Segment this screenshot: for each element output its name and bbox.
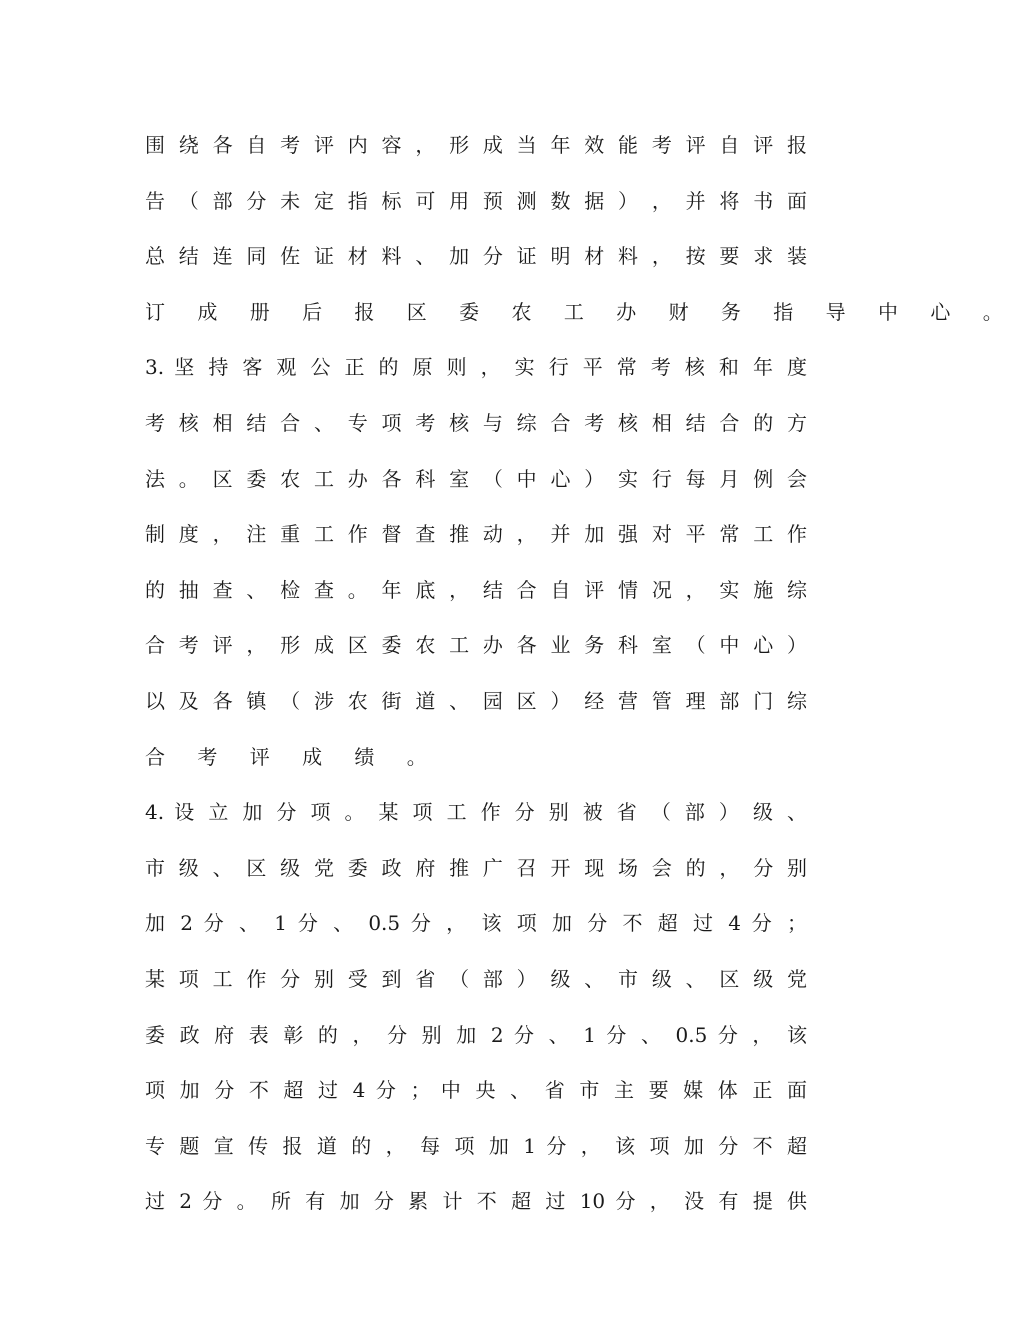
- text-line: 加 2 分 、 1 分 、 0.5 分 ， 该 项 加 分 不 超 过 4 分 ；: [145, 911, 807, 936]
- text-line: 订 成 册 后 报 区 委 农 工 办 财 务 指 导 中 心 。: [145, 299, 1016, 324]
- text-line: 法 。 区 委 农 工 办 各 科 室 （ 中 心 ） 实 行 每 月 例 会: [145, 466, 807, 491]
- text-line: 合 考 评 成 绩 。: [145, 744, 440, 769]
- text-line: 3. 坚 持 客 观 公 正 的 原 则 ， 实 行 平 常 考 核 和 年 度: [145, 355, 807, 380]
- text-line: 合 考 评 ， 形 成 区 委 农 工 办 各 业 务 科 室 （ 中 心 ）: [145, 633, 807, 658]
- text-line: 过 2 分 。 所 有 加 分 累 计 不 超 过 10 分 ， 没 有 提 供: [145, 1189, 807, 1214]
- text-line: 4. 设 立 加 分 项 。 某 项 工 作 分 别 被 省 （ 部 ） 级 、: [145, 800, 807, 825]
- text-line: 项 加 分 不 超 过 4 分 ； 中 央 、 省 市 主 要 媒 体 正 面: [145, 1078, 807, 1103]
- text-line: 市 级 、 区 级 党 委 政 府 推 广 召 开 现 场 会 的 ， 分 别: [145, 855, 807, 880]
- text-line: 告 （ 部 分 未 定 指 标 可 用 预 测 数 据 ） ， 并 将 书 面: [145, 188, 807, 213]
- text-line: 委 政 府 表 彰 的 ， 分 别 加 2 分 、 1 分 、 0.5 分 ， 该: [145, 1022, 807, 1047]
- text-line: 某 项 工 作 分 别 受 到 省 （ 部 ） 级 、 市 级 、 区 级 党: [145, 966, 807, 991]
- text-line: 的 抽 查 、 检 查 。 年 底 ， 结 合 自 评 情 况 ， 实 施 综: [145, 577, 807, 602]
- text-line: 专 题 宣 传 报 道 的 ， 每 项 加 1 分 ， 该 项 加 分 不 超: [145, 1133, 807, 1158]
- text-line: 总 结 连 同 佐 证 材 料 、 加 分 证 明 材 料 ， 按 要 求 装: [145, 244, 807, 269]
- text-line: 围 绕 各 自 考 评 内 容 ， 形 成 当 年 效 能 考 评 自 评 报: [145, 133, 807, 157]
- text-line: 制 度 ， 注 重 工 作 督 查 推 动 ， 并 加 强 对 平 常 工 作: [145, 522, 807, 547]
- body-text: [145, 122, 1016, 1234]
- text-line: 考 核 相 结 合 、 专 项 考 核 与 综 合 考 核 相 结 合 的 方: [145, 410, 807, 435]
- text-line: 以 及 各 镇 （ 涉 农 街 道 、 园 区 ） 经 营 管 理 部 门 综: [145, 688, 807, 713]
